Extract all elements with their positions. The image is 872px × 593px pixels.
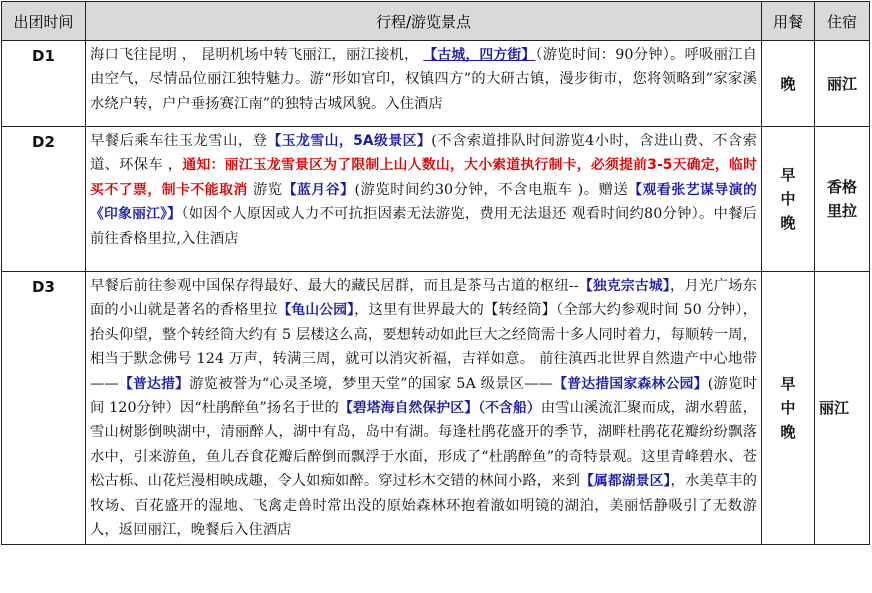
header-stay: 住宿 xyxy=(815,2,870,41)
day-row-d3 xyxy=(2,272,870,545)
stay-cell: 丽江 xyxy=(815,272,870,545)
description-text: (不含索道排队时间游览4小时，含进山费、不含索道、环保车 ， xyxy=(90,133,757,174)
day-row-d1 xyxy=(2,41,870,127)
day-description xyxy=(86,41,762,127)
day-label: D1 xyxy=(2,41,86,127)
meal-cell: 早 中 晚 xyxy=(762,127,815,272)
day-description xyxy=(86,272,762,545)
description-text: 游览 xyxy=(247,181,283,198)
attraction-name: 【玉龙雪山，5A级景区】 xyxy=(267,133,432,149)
stay-cell: 香格 里拉 xyxy=(815,127,870,272)
description-text: （游览时间：90分钟）。呼吸丽江自由空气，尽情品位丽江独特魅力。游“形如官印，权镇四方”的大研古镇，漫步街市，您将领略到”家家溪水绕户转，户户垂扬赛江南”的独特古城风貌。入住酒店 xyxy=(90,47,757,112)
description-text: ，月光广场东面的小山就是著名的香格里拉 xyxy=(90,278,757,319)
description-text: ，这里有世界最大的【转经筒】（全部大约参观时间 50 分钟），抬头仰望，整个转经筒大约有 5 层楼这么高，要想转动如此巨大之经筒需十多人同时着力，每顺转一周，相当于默念佛号 124 万声，转满三周，就可以消灾祈福，吉祥如意。 前往滇西北世界自然遗产中心地带—— xyxy=(90,302,757,392)
attraction-name: 【独克宗古城】 xyxy=(578,278,671,294)
itinerary-table xyxy=(1,1,870,545)
meal-cell: 晚 xyxy=(762,41,815,127)
attraction-name: 【古城，四方街】 xyxy=(423,47,536,63)
attraction-name: 【碧塔海自然保护区】（不含船） xyxy=(338,400,541,417)
header-meal: 用餐 xyxy=(762,2,815,41)
attraction-name: 【蓝月谷】 xyxy=(282,181,355,198)
attraction-name: 【属都湖景区】 xyxy=(580,473,671,490)
description-text: （如因个人原因或人力不可抗拒因素无法游览，费用无法退还 观看时间约80分钟）。中餐后前往香格里拉,入住酒店 xyxy=(90,206,757,247)
day-description xyxy=(86,127,762,272)
attraction-name: 【观看张艺谋导演的《印象丽江》】 xyxy=(90,181,758,223)
description-text: 由雪山溪流汇聚而成，湖水碧蓝，雪山树影倒映湖中，清丽醉人，湖中有岛，岛中有湖。每逢杜鹃花盛开的季节，湖畔杜鹃花花瓣纷纷飘落水中，引来游鱼，鱼儿吞食花瓣后醉倒而飘浮于水面，形成了“杜鹃醉鱼”的奇特景观。这里青峰碧水、苍松古栎、山花烂漫相映成趣，令人如痴如醉。穿过杉木交错的林间小路，来到 xyxy=(90,400,758,490)
day-label: D3 xyxy=(2,272,86,545)
attraction-name: 【普达措】 xyxy=(118,375,190,392)
header-route: 行程/游览景点 xyxy=(86,2,762,41)
description-text: ，水美草丰的牧场、百花盛开的湿地、飞禽走兽时常出没的原始森林环抱着澈如明镜的湖泊，美丽恬静吸引了无数游人，返回丽江，晚餐后入住酒店 xyxy=(90,473,757,539)
header-row xyxy=(2,2,870,41)
stay-cell: 丽江 xyxy=(815,41,870,127)
meal-cell: 早 中 晚 xyxy=(762,272,815,545)
day-label: D2 xyxy=(2,127,86,272)
description-text: 游览被誉为“心灵圣境，梦里天堂”的国家 5A 级景区—— xyxy=(189,375,554,392)
description-text: (游览时间约30分钟，不含电瓶车 )。赠送 xyxy=(354,181,629,198)
description-text: (游览时间 120分钟）因“杜鹃醉鱼”扬名于世的 xyxy=(90,375,758,417)
header-time: 出团时间 xyxy=(2,2,86,41)
description-text: 海口飞往昆明 ， 昆明机场中转飞丽江，丽江接机， xyxy=(90,47,424,63)
attraction-name: 【普达措国家森林公园】 xyxy=(553,375,708,392)
description-text: 早餐后乘车往玉龙雪山，登 xyxy=(90,133,268,149)
description-text: 早餐后前往参观中国保存得最好、最大的藏民居群，而且是茶马古道的枢纽-- xyxy=(90,278,579,294)
notice-text: 通知：丽江玉龙雪景区为了限制上山人数山，大小索道执行制卡，必须提前3-5天确定，临时买不了票，制卡不能取消 xyxy=(90,157,757,198)
day-row-d2 xyxy=(2,127,870,272)
attraction-name: 【龟山公园】 xyxy=(277,302,355,319)
